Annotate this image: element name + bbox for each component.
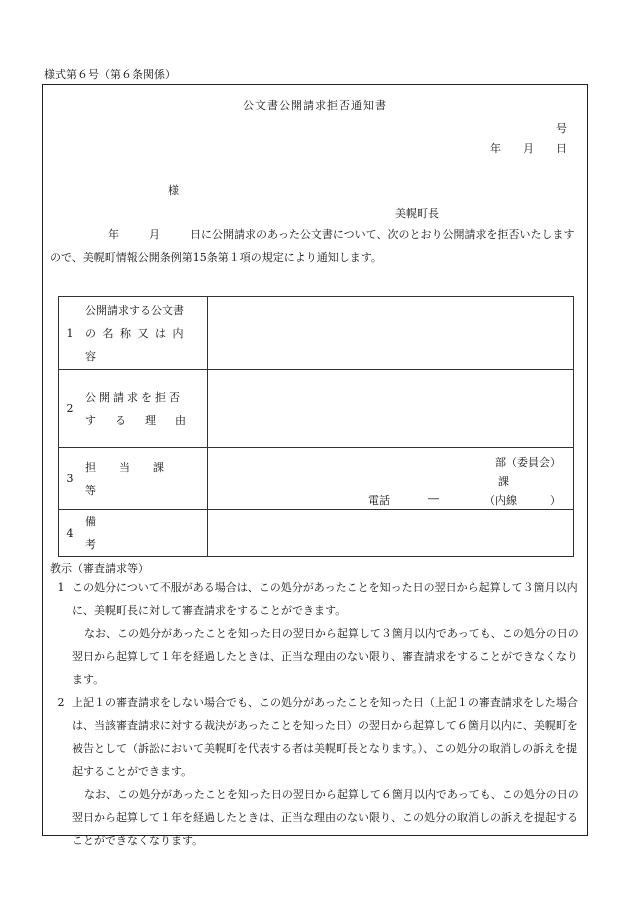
date-day: 日 — [556, 142, 567, 155]
date-month: 月 — [523, 142, 534, 155]
notice-heading: 教示（審査請求等） — [50, 562, 149, 575]
body-text: 日に公開請求のあった公文書について、次のとおり公開請求を拒否いたしますので、美幌町情報公開条例第15条第１項の規定により通知します。 — [50, 228, 575, 264]
row-label-line: 公開請求する公文書 — [85, 303, 184, 317]
remarks-field[interactable] — [208, 510, 574, 557]
row-label-line: する理由 — [85, 413, 205, 427]
refusal-reason-field[interactable] — [208, 370, 574, 448]
row-number: 4 — [59, 510, 82, 557]
form-number-label: 様式第６号（第６条関係） — [44, 68, 176, 81]
contact-section-cell — [208, 448, 574, 510]
document-name-field[interactable] — [208, 297, 574, 370]
row-label: 備考 — [81, 510, 208, 557]
notice-body — [50, 576, 580, 852]
table-row — [59, 297, 574, 370]
phone-label: 電話 — [368, 494, 390, 507]
row-label-line: 公開請求を拒否 — [85, 390, 183, 404]
table-row — [59, 510, 574, 557]
date-year: 年 — [490, 142, 501, 155]
addressee: 様 — [168, 184, 179, 197]
notice-item: 1 この処分について不服がある場合は、この処分があったことを知った日の翌日から起算して３箇月以内に、美幌町長に対して審査請求をすることができます。 — [57, 581, 578, 617]
department-label: 部（委員会） — [495, 456, 561, 469]
phone-dash: ― — [428, 492, 439, 505]
extension-label: （内線 ） — [484, 494, 561, 507]
section-label: 課 — [498, 475, 509, 488]
row-label-line: の名称又は内容 — [85, 326, 190, 363]
row-number: 2 — [59, 370, 82, 448]
row-number: 1 — [59, 297, 82, 370]
notice-subparagraph: なお、この処分があったことを知った日の翌日から起算して３箇月以内であっても、この処分の日の翌日から起算して１年を経過したときは、正当な理由のない限り、審査請求をすることができなくなります。 — [72, 627, 579, 686]
row-label — [81, 297, 208, 370]
body-paragraph — [50, 223, 580, 269]
document-title: 公文書公開請求拒否通知書 — [243, 99, 387, 112]
table-row — [59, 370, 574, 448]
body-month: 月 — [149, 228, 160, 241]
notice-subparagraph: なお、この処分があったことを知った日の翌日から起算して６箇月以内であっても、この処分の日の翌日から起算して１年を経過したときは、正当な理由のない限り、この処分の取消しの訴えを提起することができなくなります。 — [72, 788, 579, 847]
issuer: 美幌町長 — [395, 207, 439, 220]
body-year: 年 — [108, 228, 119, 241]
document-number-label: 号 — [556, 122, 567, 135]
row-label: 担当課等 — [81, 448, 208, 510]
row-label — [81, 370, 208, 448]
table-row — [59, 448, 574, 510]
row-number: 3 — [59, 448, 82, 510]
issue-date — [468, 140, 567, 156]
information-table — [58, 296, 574, 557]
notice-item: 2 上記１の審査請求をしない場合でも、この処分があったことを知った日（上記１の審査請求をした場合は、当該審査請求に対する裁決があったことを知った日）の翌日から起算して６箇月以内に、美幌町を被告として（訴訟において美幌町を代表する者は美幌町長となります。）、この処分の取消しの訴えを提起することができます。 — [57, 696, 578, 778]
